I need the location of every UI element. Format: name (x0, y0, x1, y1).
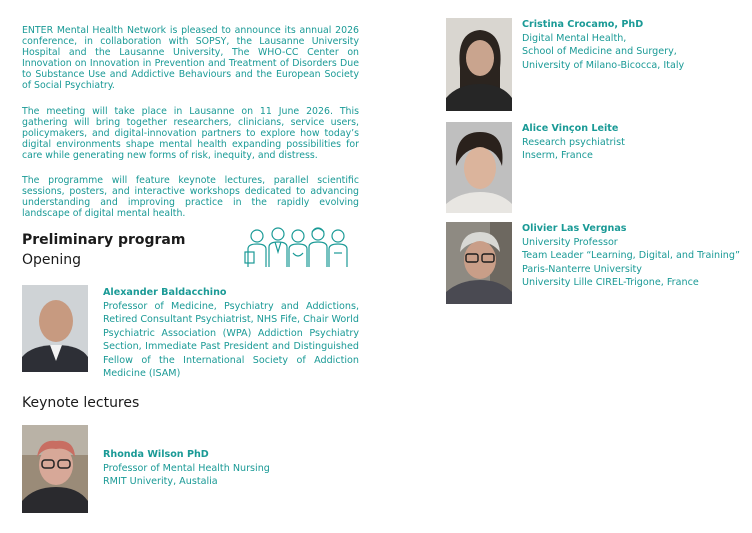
keynote-heading: Keynote lectures (22, 395, 140, 411)
intro-paragraph-3: The programme will feature keynote lectures, parallel scientific sessions, posters, and interactive workshops dedicated to advancing understanding and improving practice in the rapidly evolving landscape of digital mental health. (22, 175, 359, 219)
speaker-line: Professor of Mental Health Nursing (103, 462, 270, 474)
speaker-vergnas (522, 222, 748, 290)
speaker-baldacchino (103, 286, 359, 381)
speaker-line: Digital Mental Health, (522, 32, 627, 44)
speaker-name: Alice Vinçon Leite (522, 123, 619, 134)
speaker-photo-leite (446, 122, 512, 213)
people-illustration-icon (244, 225, 350, 269)
speaker-photo-wilson (22, 425, 88, 513)
speaker-line: University Professor (522, 236, 618, 248)
speaker-line: Inserm, France (522, 150, 593, 161)
program-heading: Preliminary program (22, 232, 186, 248)
speaker-photo-crocamo (446, 18, 512, 111)
speaker-line: Paris-Nanterre University (522, 263, 642, 275)
speaker-crocamo (522, 18, 742, 72)
opening-heading: Opening (22, 252, 82, 268)
speaker-wilson (103, 448, 363, 489)
speaker-leite (522, 122, 742, 163)
speaker-bio: Professor of Medicine, Psychiatry and Addictions, Retired Consultant Psychiatrist, NHS Fife, Chair World Psychiatric Association (WPA) Addiction Psychiatry Section, Immediate Past President and Distinguished Fellow of the International Society of Addiction Medicine (ISAM) (103, 300, 359, 379)
speaker-name: Olivier Las Vergnas (522, 223, 627, 234)
speaker-photo-baldacchino (22, 285, 88, 372)
intro-paragraph-1: ENTER Mental Health Network is pleased to announce its annual 2026 conference, in collaboration with SOPSY, the Lausanne University Hospital and the Lausanne University, The WHO-CC Center on Innovation on Innovation in Prevention and Treatment of Disorders Due to Substance Use and Addictive Behaviours and the European Society of Social Psychiatry. (22, 25, 359, 91)
speaker-name: Rhonda Wilson PhD (103, 449, 209, 460)
speaker-line: School of Medicine and Surgery, (522, 46, 677, 57)
speaker-photo-vergnas (446, 222, 512, 304)
intro-paragraph-2: The meeting will take place in Lausanne on 11 June 2026. This gathering will bring together researchers, clinicians, service users, policymakers, and digital-innovation partners to explore how today’s digital environments shape mental health expanding possibilities for care while generating new forms of risk, inequity, and distress. (22, 106, 359, 161)
speaker-line: University Lille CIREL-Trigone, France (522, 277, 699, 288)
speaker-line: University of Milano-Bicocca, Italy (522, 59, 685, 71)
speaker-name: Alexander Baldacchino (103, 287, 227, 298)
speaker-line: Research psychiatrist (522, 136, 625, 148)
speaker-line: RMIT Univerity, Austalia (103, 476, 218, 487)
speaker-line: Team Leader “Learning, Digital, and Training” (522, 250, 740, 261)
speaker-name: Cristina Crocamo, PhD (522, 19, 644, 30)
